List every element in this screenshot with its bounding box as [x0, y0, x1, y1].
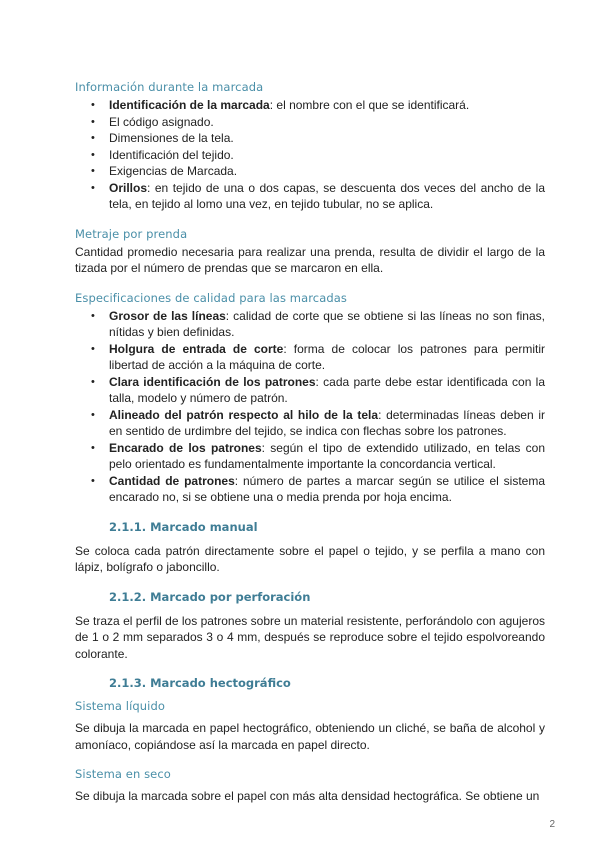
item-description: : número de partes a marcar según se utilice el sistema encarado no, si se obtiene una o media prenda por hoja encima. [109, 473, 546, 504]
heading-info: Información durante la marcada [75, 80, 264, 94]
section-perforacion [75, 590, 545, 663]
item-description: : determinadas líneas deben ir en sentido de urdimbre del tejido, se indica con flechas sobre los patrones. [109, 407, 545, 438]
bullet-icon: • [91, 181, 95, 194]
list-item [75, 180, 545, 213]
item-term: Alineado del patrón respecto al hilo de la tela [109, 407, 379, 422]
item-description: : en tejido de una o dos capas, se descuenta dos veces del ancho de la tela, en tejido al lomo una vez, en tejido tubular, no se aplica. [109, 180, 545, 211]
item-term: Cantidad de patrones [109, 473, 235, 488]
item-description: : según el tipo de extendido utilizado, en telas con pelo orientado es fundamentalmente importante la concordancia vertical. [109, 440, 545, 471]
heading-marcado-perforacion: 2.1.2. Marcado por perforación [109, 589, 311, 604]
heading-sistema-liquido: Sistema líquido [75, 699, 165, 713]
page-content [75, 80, 545, 819]
bullet-icon: • [91, 115, 95, 128]
seco-paragraph: Se dibuja la marcada sobre el papel con más alta densidad hectográfica. Se obtiene un [75, 789, 540, 803]
manual-paragraph: Se coloca cada patrón directamente sobre el papel o tejido, y se perfila a mano con lápiz, bolígrafo o jaboncillo. [75, 543, 545, 574]
list-item [75, 440, 545, 473]
list-item [75, 308, 545, 341]
bullet-icon: • [91, 441, 95, 454]
bullet-icon: • [91, 408, 95, 421]
section-hectografico [75, 676, 545, 691]
info-list [75, 97, 545, 213]
bullet-icon: • [91, 309, 95, 322]
item-term: Clara identificación de los patrones [109, 374, 316, 389]
heading-marcado-hectografico: 2.1.3. Marcado hectográfico [109, 676, 291, 690]
section-seco [75, 767, 545, 805]
bullet-icon: • [91, 165, 95, 177]
liquido-paragraph: Se dibuja la marcada en papel hectográfico, obteniendo un cliché, se baña de alcohol y amoníaco, copiándose así la marcada en papel directo. [75, 721, 545, 752]
item-term: Encarado de los patrones [109, 440, 262, 455]
item-term: Holgura de entrada de corte [109, 341, 284, 356]
item-term: Identificación de la marcada [109, 98, 270, 112]
bullet-icon: • [91, 375, 95, 388]
bullet-icon: • [91, 342, 95, 355]
list-item [75, 130, 545, 147]
heading-marcado-manual: 2.1.1. Marcado manual [109, 519, 258, 534]
section-metraje [75, 227, 545, 277]
list-item [75, 114, 545, 131]
list-item [75, 341, 545, 374]
item-description: : el nombre con el que se identificará. [269, 98, 470, 112]
page-number: 2 [549, 819, 555, 830]
section-manual [75, 520, 545, 576]
section-info [75, 80, 545, 213]
item-description: Identificación del tejido. [109, 147, 234, 162]
bullet-icon: • [91, 474, 95, 487]
bullet-icon: • [91, 99, 95, 111]
item-term: Grosor de las líneas [109, 308, 226, 323]
section-liquido [75, 699, 545, 753]
list-item [75, 147, 545, 164]
list-item [75, 407, 545, 440]
item-description: El código asignado. [109, 114, 214, 129]
heading-sistema-seco: Sistema en seco [75, 767, 171, 781]
heading-calidad: Especificaciones de calidad para las marcadas [75, 290, 348, 305]
perforacion-paragraph: Se traza el perfil de los patrones sobre un material resistente, perforándolo con agujeros de 1 o 2 mm separados 3 o 4 mm, después se reproduce sobre el tejido espolvoreando colorante. [75, 613, 545, 661]
list-item [75, 163, 545, 180]
item-description: Exigencias de Marcada. [109, 164, 238, 178]
calidad-list [75, 308, 545, 506]
item-term: Orillos [109, 180, 148, 195]
list-item [75, 374, 545, 407]
bullet-icon: • [91, 132, 95, 144]
item-description: : cada parte debe estar identificada con la talla, modelo y número de patrón. [109, 374, 545, 405]
metraje-paragraph: Cantidad promedio necesaria para realizar una prenda, resulta de dividir el largo de la tizada por el número de prendas que se marcaron en ella. [75, 244, 545, 275]
item-description: : calidad de corte que se obtiene si las líneas no son finas, nítidas y bien definidas. [109, 308, 545, 339]
section-calidad [75, 291, 545, 506]
heading-metraje: Metraje por prenda [75, 226, 188, 241]
list-item [75, 473, 545, 506]
bullet-icon: • [91, 148, 95, 161]
item-description: Dimensiones de la tela. [109, 131, 234, 145]
list-item [75, 97, 545, 114]
item-description: : forma de colocar los patrones para permitir libertad de acción a la máquina de corte. [109, 341, 546, 372]
